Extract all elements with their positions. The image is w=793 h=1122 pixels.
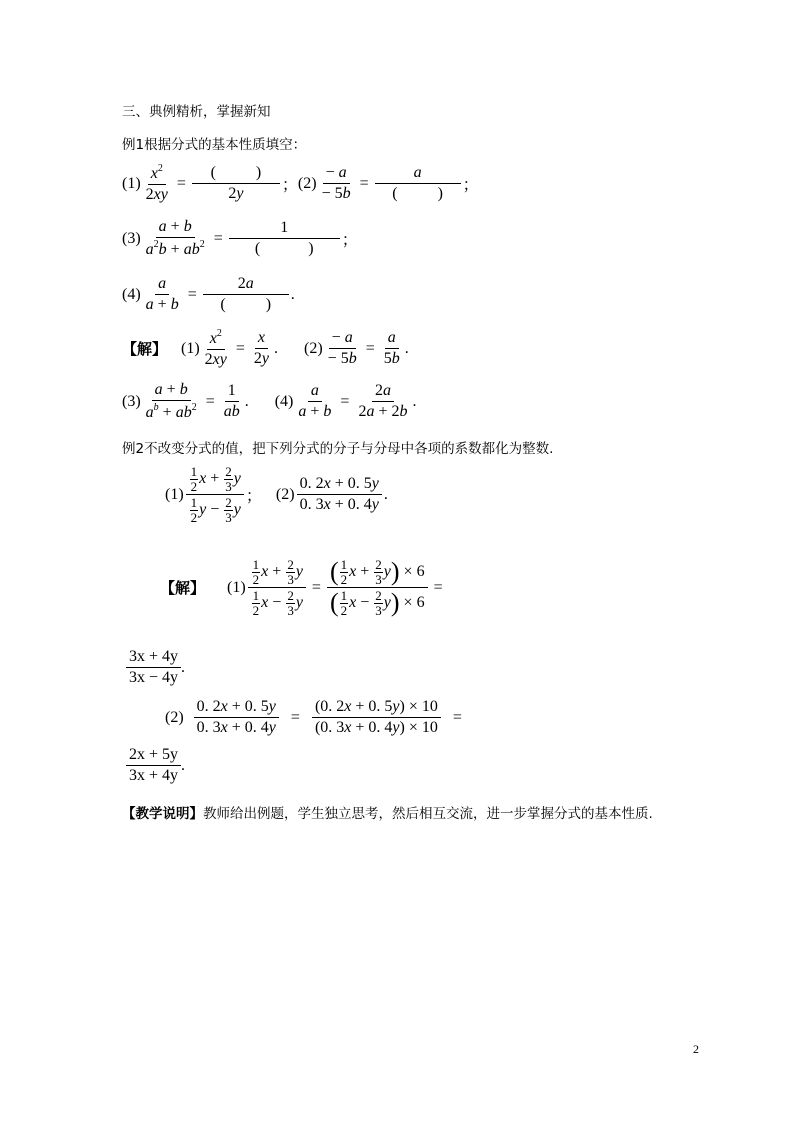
- q1-label: (1): [227, 578, 246, 596]
- example2-solution2: (2) $\frac{0. 2x + 0. 5y}{0. 3x + 0. 4y}$ = $\frac{(0. 2x + 0. 5y) \times 10}{(0. 3x + 0. 4y) \times 10}$ =: [165, 698, 462, 737]
- period: .: [290, 285, 295, 303]
- example1-q3: (3) $\frac{a + b}{a^2b + ab^2}$ = $\frac{1}{( )}$ ；: [122, 218, 358, 259]
- example1-solution-row1: 【解】 (1) $\frac{x^2}{2xy}$ = $\frac{x}{2y}$ . (2) $\frac{- a}{- 5b}$ = $\frac{a}{5b}$ .: [122, 328, 409, 369]
- section-title: 三、典例精析，掌握新知: [122, 104, 271, 120]
- answer2-numerator: 2x + 5y: [126, 746, 181, 766]
- solution-label: 【解】: [160, 579, 206, 598]
- q1-label: (1): [165, 485, 184, 503]
- fraction-blank: $\frac{2a}{( )}$: [203, 275, 289, 315]
- teaching-note-label: 【教学说明】: [122, 806, 203, 822]
- q2-label: (2): [165, 708, 184, 726]
- answer1-numerator: 3x + 4y: [126, 648, 181, 668]
- q2-label: (2): [297, 174, 317, 192]
- example2-solution1: 【解】 (1) $\frac{1}{2}$ x + $\frac{2}{3}$ y $\frac{1}{2}$ x − $\frac{2}{3}$ y = ( $\frac{1}{2}$ x + $\frac{2}{3}$ y ) × 6 ( $\frac{1}{2}$ x − $\frac{2}{3}$ y ) × 6 =: [160, 557, 443, 618]
- q4-label: (4): [122, 285, 141, 303]
- teaching-note-text: 教师给出例题，学生独立思考，然后相互交流，进一步掌握分式的基本性质.: [203, 806, 653, 822]
- separator: ；: [462, 177, 479, 195]
- q2-label: (2): [275, 485, 295, 503]
- example2-answer2: $\frac{2x + 5y}{3x + 4y}$ .: [126, 746, 185, 786]
- q3-label: (3): [122, 229, 141, 247]
- answer1-denominator: 3x − 4y: [129, 669, 179, 687]
- example2-answer1: $\frac{3x + 4y}{3x - 4y}$ .: [126, 648, 185, 688]
- q3-label: (3): [122, 392, 141, 410]
- example1-solution-row2: (3) $\frac{a + b}{a^b + ab^2}$ = $\frac{1}{ab}$ . (4) $\frac{a}{a + b}$ = $\frac{2a}{2a + 2b}$ .: [122, 381, 417, 422]
- fraction: $\frac{a + b}{a^2b + ab^2}$: [145, 218, 205, 259]
- fraction-blank: $\frac{a}{( )}$: [375, 164, 461, 204]
- q1-label: (1): [181, 339, 200, 357]
- example1-prompt: 例1根据分式的基本性质填空：: [122, 137, 307, 153]
- example1-q1-q2: (1) $\frac{x^2}{2xy}$ = $\frac{( )}{2y}$ ； (2) $\frac{- a}{- 5b}$ = $\frac{a}{( )}$ ；: [122, 163, 479, 204]
- fraction: $\frac{x^2}{2xy}$: [145, 163, 168, 204]
- example2-prompt: 例2不改变分式的值，把下列分式的分子与分母中各项的系数都化为整数.: [122, 441, 554, 457]
- separator: ；: [281, 177, 298, 195]
- decimal-fraction: $\frac{0. 2x + 0. 5y}{0. 3x + 0. 4y}$: [297, 475, 382, 515]
- example1-q4: (4) $\frac{a}{a + b}$ = $\frac{2a}{( )}$ .: [122, 275, 295, 314]
- q2-label: (2): [304, 339, 323, 357]
- complex-fraction: $\frac{1}{2}$ x + $\frac{2}{3}$ y $\frac{1}{2}$ y − $\frac{2}{3}$ y: [186, 465, 244, 525]
- q4-label: (4): [274, 392, 294, 410]
- fraction-blank: $\frac{( )}{2y}$: [192, 164, 280, 204]
- teaching-note: [122, 802, 653, 822]
- fraction: $\frac{a}{a + b}$: [145, 275, 179, 314]
- solution-label: 【解】: [122, 340, 168, 359]
- q1-label: (1): [122, 174, 141, 192]
- separator: ；: [341, 232, 358, 250]
- fraction: $\frac{- a}{- 5b}$: [321, 164, 351, 203]
- example2-questions: (1) $\frac{1}{2}$ x + $\frac{2}{3}$ y $\frac{1}{2}$ y − $\frac{2}{3}$ y ； (2) $\frac{0. 2x + 0. 5y}{0. 3x + 0. 4y}$ .: [165, 464, 388, 525]
- page-number: 2: [693, 1042, 699, 1056]
- answer2-denominator: 3x + 4y: [129, 767, 179, 785]
- fraction-blank: $\frac{1}{( )}$: [229, 219, 340, 259]
